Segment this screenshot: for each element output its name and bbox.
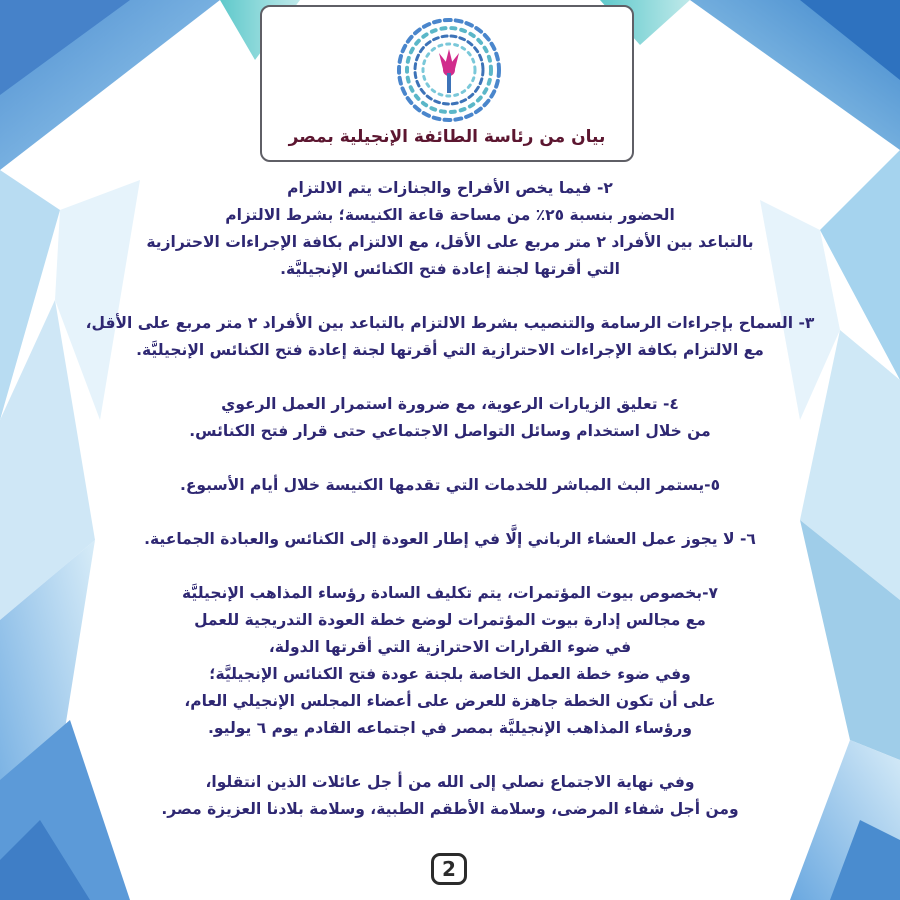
page-number-badge: 2 <box>431 853 467 885</box>
statement-paragraph <box>30 391 870 445</box>
statement-line: مع الالتزام بكافة الإجراءات الاحترازية التي أقرتها لجنة إعادة فتح الكنائس الإنجيليَّة. <box>136 341 764 359</box>
statement-paragraph <box>30 769 870 823</box>
statement-paragraph <box>30 310 870 364</box>
statement-line: ٣- السماح بإجراءات الرسامة والتنصيب بشرط الالتزام بالتباعد بين الأفراد ٢ متر مربع على الأقل، <box>85 314 815 332</box>
statement-body <box>30 175 870 823</box>
statement-line: من خلال استخدام وسائل التواصل الاجتماعي حتى قرار فتح الكنائس. <box>189 422 711 440</box>
statement-line: ٢- فيما يخص الأفراح والجنازات يتم الالتزام <box>287 179 613 197</box>
header-title: بيان من رئاسة الطائفة الإنجيلية بمصر <box>288 127 606 147</box>
statement-line: مع مجالس إدارة بيوت المؤتمرات لوضع خطة العودة التدريجية للعمل <box>194 611 706 629</box>
statement-paragraph <box>30 175 870 283</box>
statement-line: على أن تكون الخطة جاهزة للعرض على أعضاء المجلس الإنجيلي العام، <box>184 692 716 710</box>
statement-line: ٥-يستمر البث المباشر للخدمات التي تقدمها الكنيسة خلال أيام الأسبوع. <box>179 476 721 494</box>
evangelical-logo-icon <box>392 13 506 127</box>
statement-line: الحضور بنسبة ٢٥٪ من مساحة قاعة الكنيسة؛ بشرط الالتزام <box>225 206 675 224</box>
statement-line: وفي نهاية الاجتماع نصلي إلى الله من أ جل عائلات الذين انتقلوا، <box>205 773 695 791</box>
statement-paragraph <box>30 472 870 499</box>
statement-paragraph <box>30 526 870 553</box>
statement-line: ومن أجل شفاء المرضى، وسلامة الأطقم الطبية، وسلامة بلادنا العزيزة مصر. <box>161 800 739 818</box>
statement-line: ٧-بخصوص بيوت المؤتمرات، يتم تكليف السادة رؤساء المذاهب الإنجيليَّة <box>181 584 718 602</box>
statement-line: ورؤساء المذاهب الإنجيليَّة بمصر في اجتماعه القادم يوم ٦ يوليو. <box>208 719 692 737</box>
statement-line: ٤- تعليق الزيارات الرعوية، مع ضرورة استمرار العمل الرعوي <box>221 395 679 413</box>
statement-line: في ضوء القرارات الاحترازية التي أقرتها الدولة، <box>268 638 632 656</box>
header-box <box>260 5 634 162</box>
statement-line: وفي ضوء خطة العمل الخاصة بلجنة عودة فتح الكنائس الإنجيليَّة؛ <box>209 665 691 683</box>
statement-line: بالتباعد بين الأفراد ٢ متر مربع على الأقل، مع الالتزام بكافة الإجراءات الاحترازية <box>146 233 754 251</box>
statement-line: ٦- لا يجوز عمل العشاء الرباني إلَّا في إطار العودة إلى الكنائس والعبادة الجماعية. <box>144 530 756 548</box>
statement-paragraph <box>30 580 870 742</box>
statement-line: التي أقرتها لجنة إعادة فتح الكنائس الإنجيليَّة. <box>280 260 620 278</box>
